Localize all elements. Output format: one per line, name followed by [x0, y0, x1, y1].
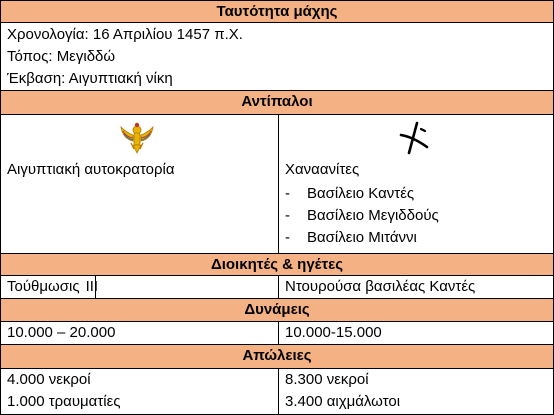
strength-header — [1, 299, 553, 322]
casualties-egypt-wounded: 1.000 τραυματίες — [7, 393, 121, 410]
battle-info-title: Ταυτότητα μάχης — [216, 3, 338, 20]
strength-title: Δυνάμεις — [244, 301, 310, 318]
casualties-canaan-cell — [279, 369, 553, 414]
egypt-name: Αιγυπτιακή αυτοκρατορία — [7, 161, 175, 178]
casualties-egypt-dead: 4.000 νεκροί — [7, 371, 91, 388]
battle-info-body — [1, 23, 553, 91]
commander-egypt: Τούθμωσις ΙΙΙ — [1, 276, 278, 298]
canaanite-cross-mark-icon — [397, 121, 431, 155]
belligerent-canaanites — [279, 115, 553, 253]
strength-canaan-cell — [279, 322, 553, 344]
canaanite-kingdoms-list — [279, 183, 439, 249]
egyptian-falcon-emblem-icon — [119, 119, 155, 155]
list-item: - Βασίλειο Μεγιδδούς — [285, 207, 439, 224]
belligerent-egypt — [1, 115, 279, 253]
casualties-egypt-cell — [1, 369, 279, 414]
list-item: - Βασίλειο Καντές — [285, 185, 415, 202]
casualties-body — [1, 369, 553, 414]
commander-canaan-cell — [279, 276, 553, 298]
strength-body — [1, 322, 553, 345]
commanders-body — [1, 276, 553, 299]
strength-canaan: 10.000-15.000 — [285, 324, 382, 341]
strength-egypt: 10.000 – 20.000 — [7, 324, 116, 341]
list-item: - Βασίλειο Μιτάννι — [285, 229, 417, 246]
commander-egypt-cell — [1, 276, 279, 298]
casualties-title: Απώλειες — [242, 347, 312, 364]
commander-canaan: Ντουρούσα βασιλέας Καντές — [285, 278, 476, 295]
commanders-header — [1, 254, 553, 276]
battle-info-header — [1, 1, 553, 23]
battle-result: Έκβαση: Αιγυπτιακή νίκη — [7, 70, 173, 87]
casualties-canaan-dead: 8.300 νεκροί — [285, 371, 369, 388]
casualties-canaan-captured: 3.400 αιχμάλωτοι — [285, 393, 401, 410]
casualties-header — [1, 345, 553, 369]
strength-egypt-cell — [1, 322, 279, 344]
battle-date: Χρονολογία: 16 Απριλίου 1457 π.Χ. — [7, 26, 243, 43]
commanders-title: Διοικητές & ηγέτες — [210, 256, 344, 273]
belligerents-header — [1, 91, 553, 115]
battle-place: Τόπος: Μεγιδδώ — [7, 48, 116, 65]
belligerents-body — [1, 115, 553, 254]
canaanites-name: Χαναανίτες — [285, 161, 360, 178]
belligerents-title: Αντίπαλοι — [241, 93, 313, 110]
